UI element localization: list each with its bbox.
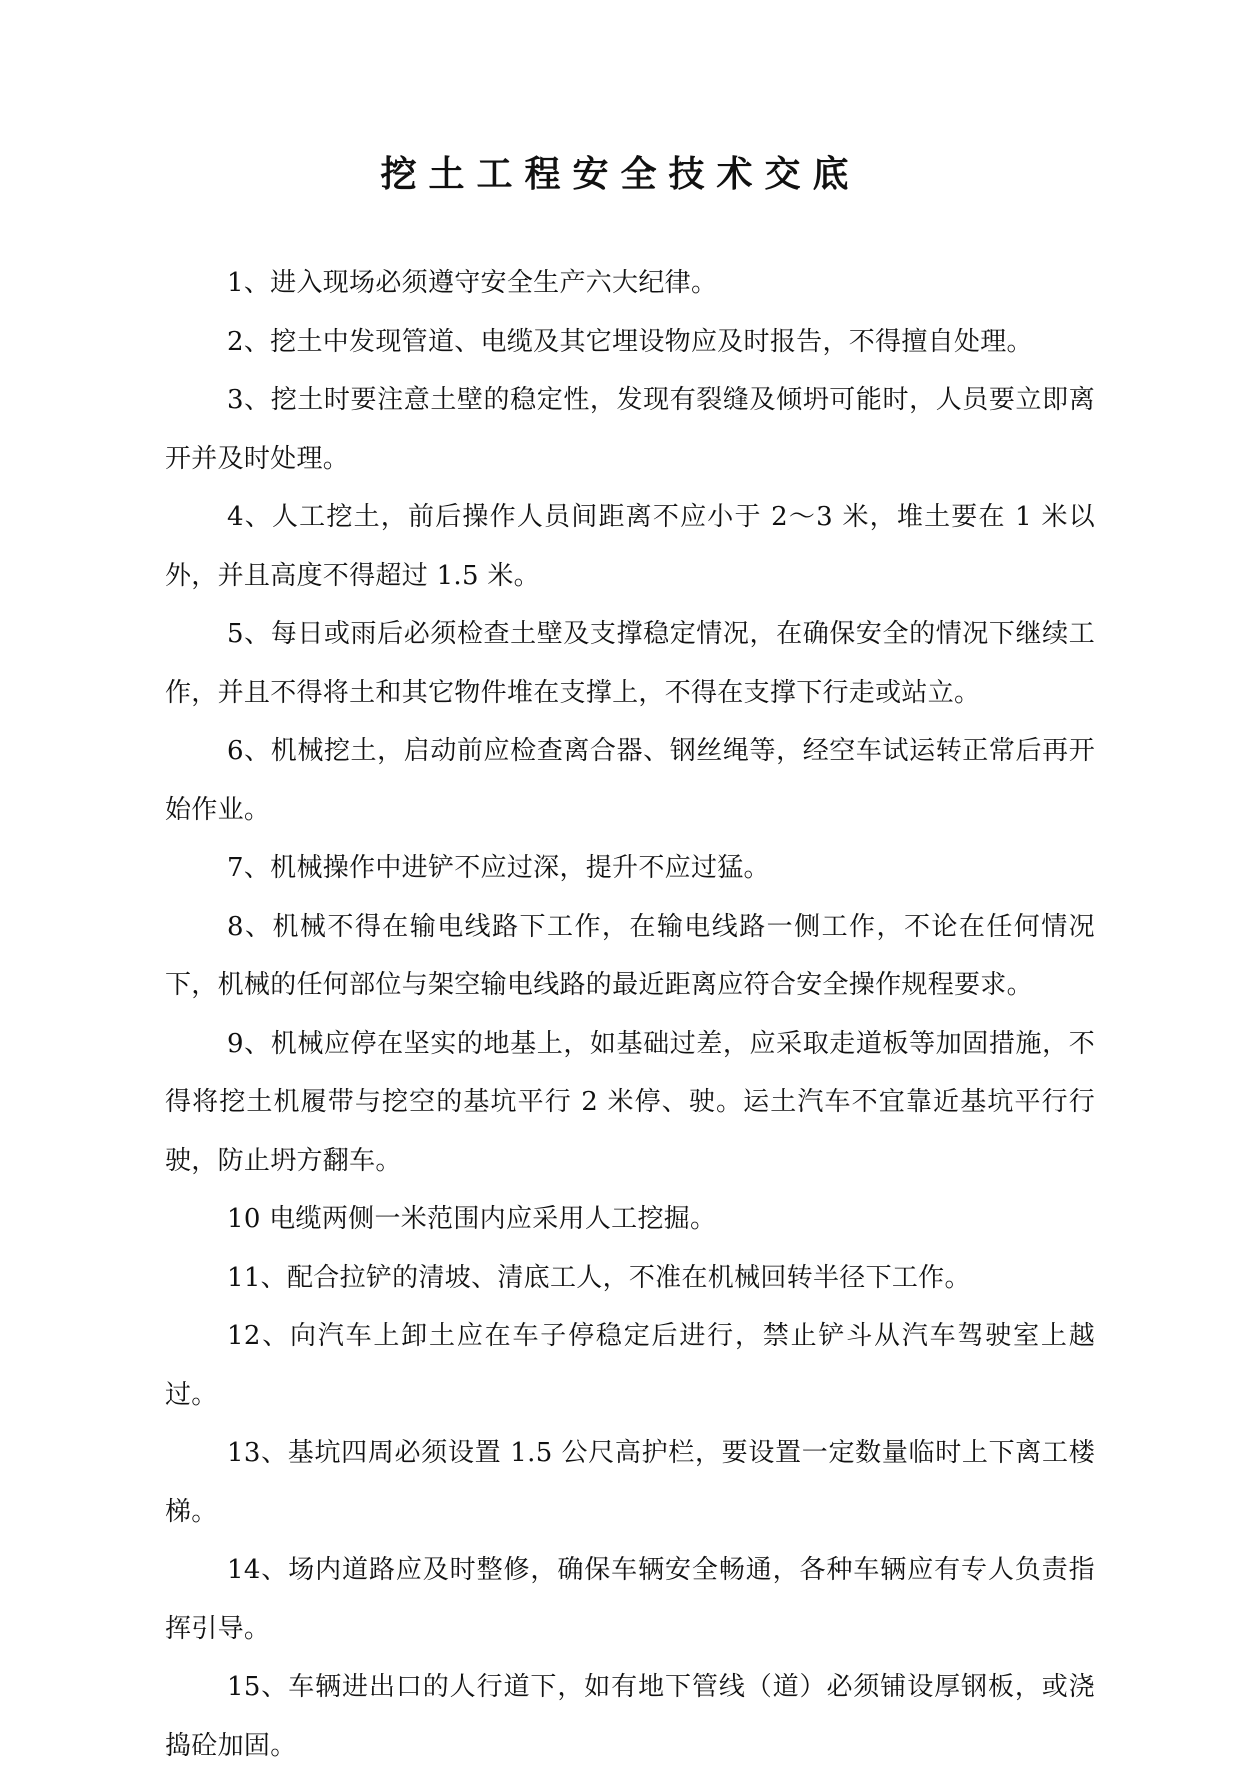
paragraph-14: 14、场内道路应及时整修，确保车辆安全畅通，各种车辆应有专人负责指挥引导。: [165, 1555, 1095, 1644]
paragraph-11: 11、配合拉铲的清坡、清底工人，不准在机械回转半径下工作。: [227, 1262, 971, 1293]
paragraph-10: 10 电缆两侧一米范围内应采用人工挖掘。: [227, 1204, 717, 1234]
paragraph-7: 7、机械操作中进铲不应过深，提升不应过猛。: [227, 853, 770, 883]
document-body: [165, 254, 1095, 1775]
paragraph-1: 1、进入现场必须遵守安全生产六大纪律。: [227, 268, 718, 298]
paragraph-12: 12、向汽车上卸土应在车子停稳定后进行，禁止铲斗从汽车驾驶室上越过。: [165, 1321, 1095, 1410]
paragraph-8: 8、机械不得在输电线路下工作，在输电线路一侧工作，不论在任何情况下，机械的任何部位与架空输电线路的最近距离应符合安全操作规程要求。: [165, 911, 1095, 1000]
paragraph-6: 6、机械挖土，启动前应检查离合器、钢丝绳等，经空车试运转正常后再开始作业。: [165, 736, 1095, 825]
document-title: 挖土工程安全技术交底: [380, 154, 861, 195]
paragraph-5: 5、每日或雨后必须检查土壁及支撑稳定情况，在确保安全的情况下继续工作，并且不得将土和其它物件堆在支撑上，不得在支撑下行走或站立。: [165, 619, 1095, 708]
paragraph-15: 15、车辆进出口的人行道下，如有地下管线（道）必须铺设厚钢板，或浇捣砼加固。: [165, 1672, 1095, 1761]
paragraph-3: 3、挖土时要注意土壁的稳定性，发现有裂缝及倾坍可能时，人员要立即离开并及时处理。: [165, 385, 1095, 474]
paragraph-2: 2、挖土中发现管道、电缆及其它埋设物应及时报告，不得擅自处理。: [227, 326, 1033, 357]
paragraph-4: 4、人工挖土，前后操作人员间距离不应小于 2～3 米，堆土要在 1 米以外，并且高度不得超过 1.5 米。: [165, 502, 1095, 591]
paragraph-9: 9、机械应停在坚实的地基上，如基础过差，应采取走道板等加固措施，不得将挖土机履带与挖空的基坑平行 2 米停、驶。运土汽车不宜靠近基坑平行行驶，防止坍方翻车。: [165, 1028, 1095, 1176]
paragraph-13: 13、基坑四周必须设置 1.5 公尺高护栏，要设置一定数量临时上下离工楼梯。: [165, 1438, 1095, 1527]
